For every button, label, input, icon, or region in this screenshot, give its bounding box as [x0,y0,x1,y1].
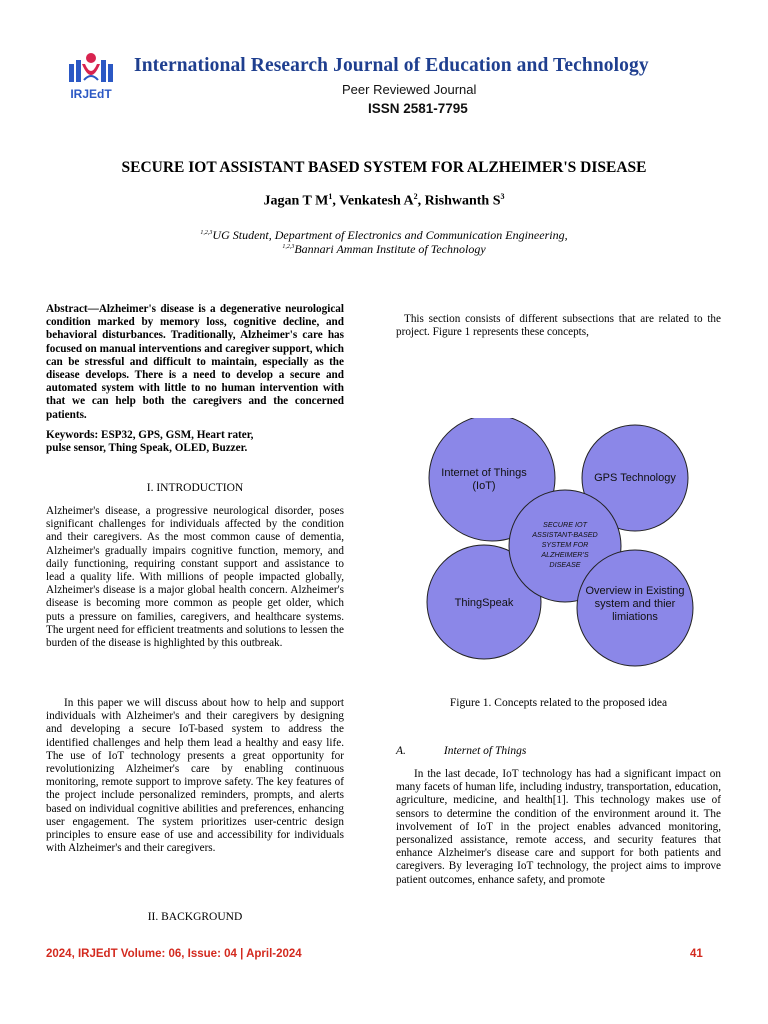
center-label-line-5: DISEASE [549,560,581,569]
iot-label-line-2: (IoT) [472,480,496,492]
concept-diagram [420,418,710,668]
thingspeak-label: ThingSpeak [454,597,514,609]
center-label-line-2: ASSISTANT-BASED [532,530,598,539]
center-label-line-4: ALZHEIMER'S [541,550,589,559]
iot-label-line-1: Internet of Things [441,467,527,479]
background-paragraph-1: This section consists of different subsections that are related to the project. Figure 1 represents these concepts, [396,313,721,339]
overview-label-line-2: system and thier [594,598,676,610]
gps-label: GPS Technology [594,472,676,484]
iot-paragraph-1: In the last decade, IoT technology has had a significant impact on many facets of human life, including industry, transportation, education, agriculture, medicine, and health[1]. This technology makes use of sensors to determine the condition of the environment around it. The involvement of IoT in the project enables advanced monitoring, personalized assistance, remote access, and security features that enhance Alzheimer's disease care and support for both patients and caregivers. By leveraging IoT technology, the project aims to improve patient outcomes, enhance safety, and promote [396,768,721,886]
subsection-title: Internet of Things [443,745,527,757]
keywords: Keywords: ESP32, GPS, GSM, Heart rater, pulse sensor, Thing Speak, OLED, Buzzer. [46,429,254,455]
intro-paragraph-1: Alzheimer's disease, a progressive neurological disorder, poses significant challenges for individuals affected by the condition and their caregivers. As the most common cause of dementia, Alzheimer's gradually impairs cognitive function, memory, and daily functioning, requiring constant support and assistance to lead a quality life. With millions of people impacted globally, Alzheimer's disease is a major global health concern. Alzheimer's disease is becoming more common as people get older, which puts a pressure on families, caregivers, and healthcare systems. The urgent need for efficient treatments and solutions to lessen the burden of the disease is highlighted by this outbreak. [46,505,344,650]
figure-caption: Figure 1. Concepts related to the proposed idea [449,697,668,709]
author-name: Rishwanth S [424,193,501,209]
author-sup: 3 [500,192,505,201]
section-heading-introduction: I. INTRODUCTION [146,482,244,494]
author-list: Jagan T $M^1$, Venkatesh $A^2$, Rishwanth $S^3$ [263,192,505,209]
abstract: Abstract—Alzheimer's disease is a degenerative neurological condition marked by memory loss, cognitive decline, and behavioral disturbances. Traditionally, Alzheimer's care has focused on manual interventions and caregiver support, which can be stressful and difficult to maintain, especially as the disease develops. There is a need to develop a secure and automated system with little to no human intervention with that we can help both the caregivers and the concerned patients. [46,303,344,421]
intro-paragraph-2: In this paper we will discuss about how to help and support individuals with Alzheimer's and their caregivers by designing and developing a secure IoT-based system to address the identified challenges and help them lead a healthy and easy life. The use of IoT technology presents a great opportunity for revolutionizing Alzheimer's care by enabling continuous monitoring, remote support to improve safety. The key features of the project include personalized reminders, prompts, and alerts based on individual cognitive abilities and preferences, enhancing user engagement. The system prioritizes user-centric design principles to ensure ease of use and accessibility for individuals with Alzheimer's and their caregivers. [46,697,344,855]
journal-title: International Research Journal of Education and Technology [134,55,649,76]
journal-logo [64,50,118,102]
author-name: Jagan T M [263,193,329,209]
section-heading-background: II. BACKGROUND [147,911,243,923]
issn-label: ISSN 2581-7795 [368,101,468,116]
author-name: Venkatesh A [339,193,414,209]
subsection-heading-iot [396,745,526,757]
affiliation-line-2: $^{1,2,3}$Bannari Amman Institute of Technology [282,242,486,256]
page-number: 41 [690,948,703,960]
author-sup: 2 [413,192,418,201]
circle-overview [577,550,693,666]
peer-reviewed-label: Peer Reviewed Journal [342,82,477,97]
footer-citation: 2024, IRJEdT Volume: 06, Issue: 04 | April-2024 [46,948,302,960]
overview-label-line-3: limiations [612,611,658,623]
paper-title: SECURE IOT ASSISTANT BASED SYSTEM FOR ALZHEIMER'S DISEASE [121,159,647,176]
logo-text: IRJEdT [70,87,112,101]
overview-label-line-1: Overview in Existing [585,585,685,597]
center-label-line-1: SECURE IOT [543,520,587,529]
affiliation-line-1: $^{1,2,3}$UG Student, Department of Electronics and Communication Engineering, [200,228,568,242]
center-label-line-3: SYSTEM FOR [541,540,589,549]
author-sup: 1 [328,192,333,201]
subsection-label: A. [396,745,406,757]
